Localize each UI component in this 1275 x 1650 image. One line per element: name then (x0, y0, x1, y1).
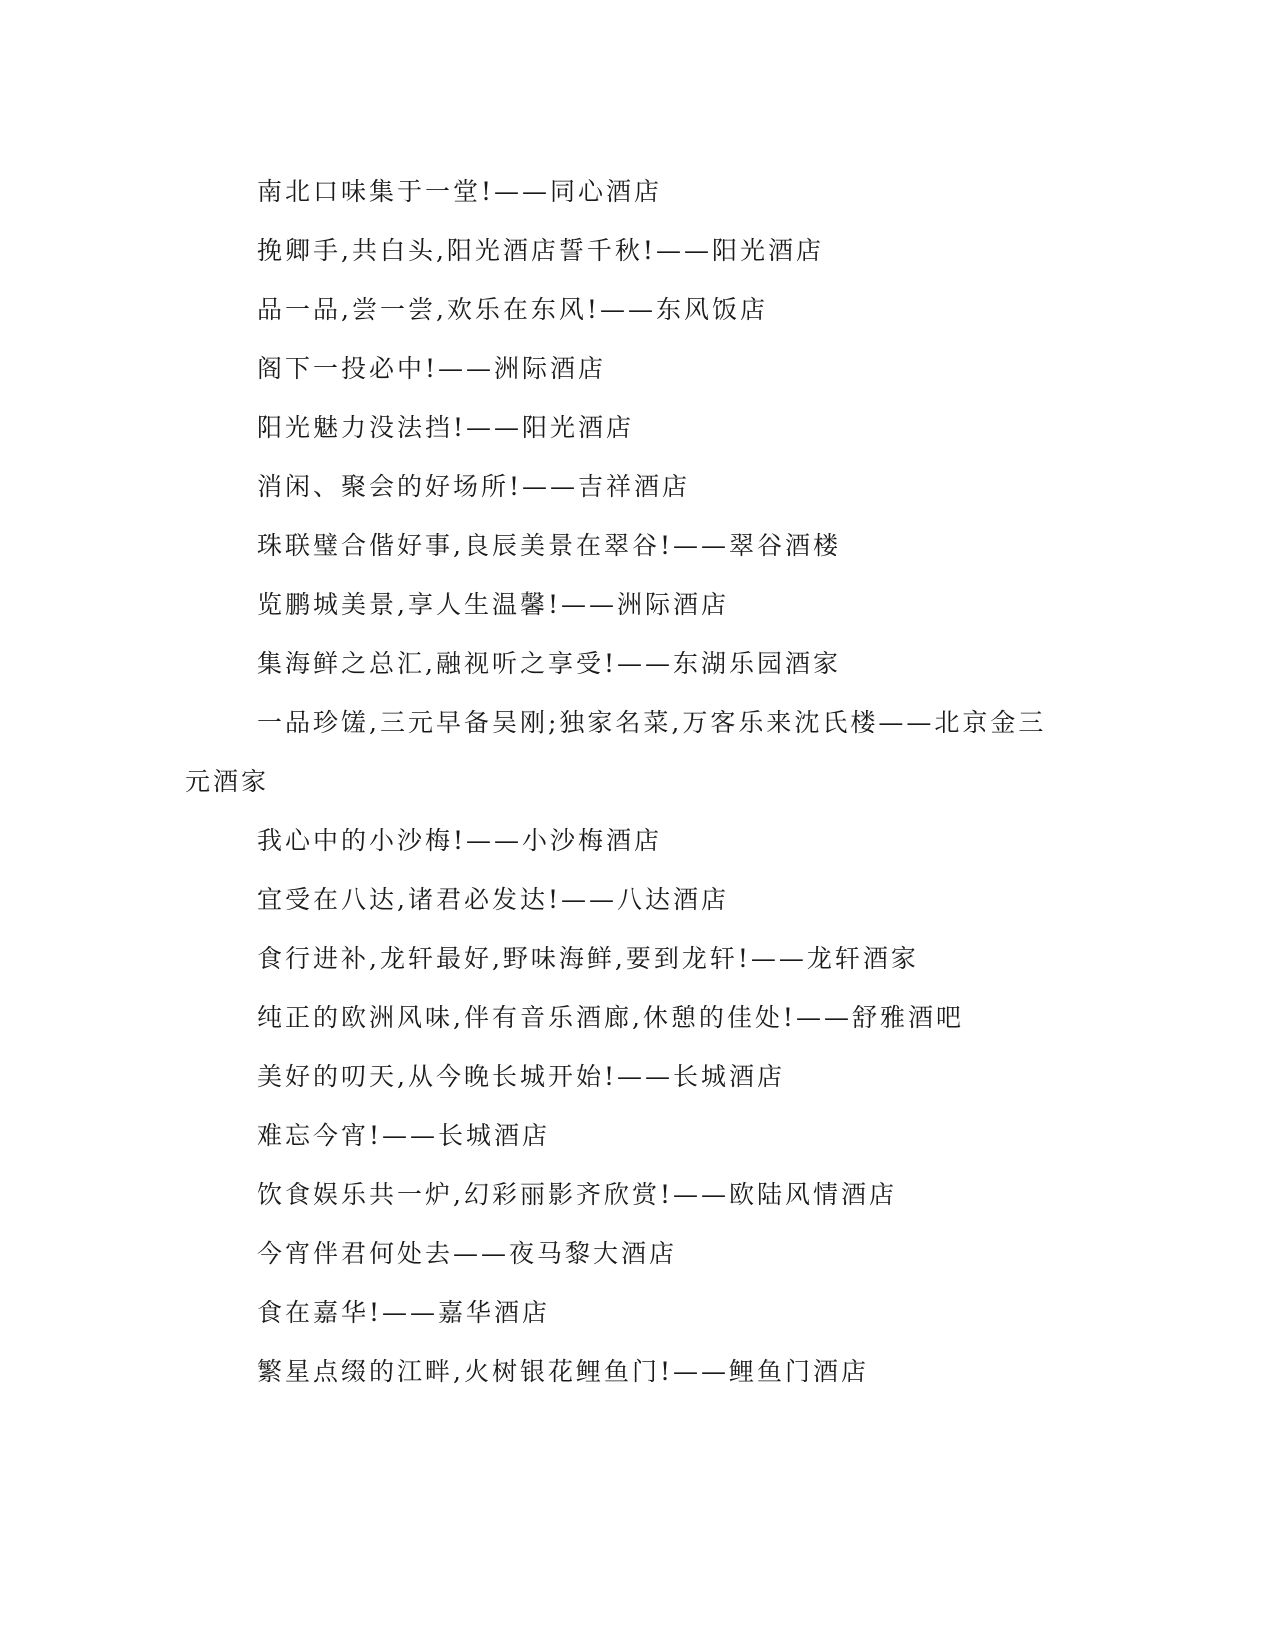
slogan-line: 食行进补,龙轩最好,野味海鲜,要到龙轩!——龙轩酒家 (257, 944, 919, 973)
slogan-line: 美好的叨天,从今晚长城开始!——长城酒店 (257, 1062, 785, 1091)
slogan-line: 览鹏城美景,享人生温馨!——洲际酒店 (257, 590, 729, 619)
slogan-line: 挽卿手,共白头,阳光酒店誓千秋!——阳光酒店 (257, 236, 824, 265)
slogan-line: 宜受在八达,诸君必发达!——八达酒店 (257, 885, 729, 914)
slogan-line: 消闲、聚会的好场所!——吉祥酒店 (257, 472, 691, 501)
slogan-line: 集海鲜之总汇,融视听之享受!——东湖乐园酒家 (257, 649, 841, 678)
slogan-line: 品一品,尝一尝,欢乐在东风!——东风饭店 (257, 295, 768, 324)
slogan-line: 难忘今宵!——长城酒店 (257, 1121, 551, 1150)
slogan-line: 饮食娱乐共一炉,幻彩丽影齐欣赏!——欧陆风情酒店 (257, 1180, 897, 1209)
slogan-line: 珠联璧合偕好事,良辰美景在翠谷!——翠谷酒楼 (257, 531, 841, 560)
slogan-line: 今宵伴君何处去——夜马黎大酒店 (257, 1239, 678, 1268)
slogan-line: 南北口味集于一堂!——同心酒店 (257, 177, 663, 206)
slogan-line: 阁下一投必中!——洲际酒店 (257, 354, 607, 383)
slogan-line: 一品珍馐,三元早备吴刚;独家名菜,万客乐来沈氏楼——北京金三元酒家 (185, 708, 1047, 796)
slogan-line: 我心中的小沙梅!——小沙梅酒店 (257, 826, 663, 855)
slogan-line: 繁星点缀的江畔,火树银花鲤鱼门!——鲤鱼门酒店 (257, 1357, 869, 1386)
slogan-line: 食在嘉华!——嘉华酒店 (257, 1298, 551, 1327)
slogan-line: 纯正的欧洲风味,伴有音乐酒廊,休憩的佳处!——舒雅酒吧 (257, 1003, 964, 1032)
slogan-line: 阳光魅力没法挡!——阳光酒店 (257, 413, 635, 442)
slogan-list (185, 162, 1065, 1401)
